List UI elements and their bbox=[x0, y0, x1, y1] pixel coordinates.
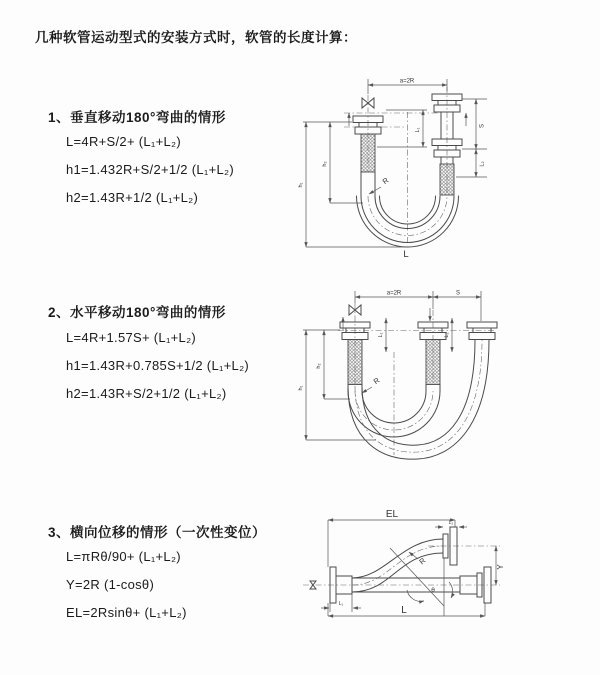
radius-leader bbox=[409, 552, 418, 559]
hose bbox=[348, 340, 489, 460]
braided-hose-section-left bbox=[348, 340, 362, 385]
dim-label-a2r: a=2R bbox=[399, 78, 415, 85]
dimension-lines bbox=[303, 79, 487, 247]
section-1-formula-h1: h1=1.432R+S/2+1/2 (L₁+L₂) bbox=[66, 162, 234, 177]
diagram-1-vertical-bend bbox=[293, 70, 598, 265]
dim-label-L1: L₁ bbox=[415, 127, 421, 133]
page-title: 几种软管运动型式的安装方式时，软管的长度计算： bbox=[35, 30, 357, 45]
dim-label-S: S bbox=[479, 123, 486, 129]
section-3-heading: 3、横向位移的情形（一次性变位） bbox=[48, 525, 267, 540]
angle-reference-line bbox=[390, 548, 444, 606]
diagram-2-horizontal-bend bbox=[293, 283, 600, 463]
angle-arc-right bbox=[449, 582, 453, 598]
section-1-formula-L: L=4R+S/2+ (L₁+L₂) bbox=[66, 134, 181, 149]
dim-label-h2: h₂ bbox=[322, 161, 328, 167]
dimension-lines bbox=[303, 291, 481, 440]
dim-label-L2: L₂ bbox=[479, 161, 486, 167]
centerlines bbox=[303, 546, 500, 585]
section-2-heading: 2、水平移动180°弯曲的情形 bbox=[48, 305, 226, 320]
dim-label-S: S bbox=[455, 290, 461, 297]
dim-label-R: R bbox=[380, 175, 391, 187]
section-3-formula-Y: Y=2R (1-cosθ) bbox=[66, 577, 155, 592]
dim-label-R: R bbox=[371, 375, 382, 387]
dim-label-h1: h₁ bbox=[298, 182, 304, 188]
section-2-formula-h1: h1=1.43R+0.785S+1/2 (L₁+L₂) bbox=[66, 358, 250, 373]
section-2-formula-L: L=4R+1.57S+ (L₁+L₂) bbox=[66, 330, 197, 345]
diagram-3-lateral-displacement bbox=[295, 490, 600, 670]
radius-leader bbox=[362, 387, 372, 393]
dim-label-L: L bbox=[401, 605, 407, 616]
dim-label-h1: h₁ bbox=[298, 385, 304, 391]
braided-hose-section-middle bbox=[426, 340, 440, 385]
dim-label-L1: L₁ bbox=[338, 601, 344, 607]
section-1-heading: 1、垂直移动180°弯曲的情形 bbox=[48, 110, 226, 125]
dim-label-L1: L₁ bbox=[378, 332, 384, 338]
dim-label-h2: h₂ bbox=[316, 363, 322, 369]
dim-label-L: L bbox=[403, 249, 409, 260]
dim-label-R: R bbox=[417, 555, 428, 567]
section-2-formula-h2: h2=1.43R+S/2+1/2 (L₁+L₂) bbox=[66, 386, 227, 401]
braided-hose-section-left bbox=[361, 134, 375, 172]
centerline-anchor-icon bbox=[310, 581, 316, 589]
dim-label-theta: θ bbox=[431, 587, 435, 594]
dim-label-L2: L₂ bbox=[448, 520, 454, 526]
section-3-formula-L: L=πRθ/90+ (L₁+L₂) bbox=[66, 549, 181, 564]
dimension-lines bbox=[321, 520, 496, 616]
section-3-formula-EL: EL=2Rsinθ+ (L₁+L₂) bbox=[66, 605, 187, 620]
dim-label-EL: EL bbox=[385, 509, 399, 520]
dim-label-a2r: a=2R bbox=[386, 290, 402, 297]
dim-label-Y: Y bbox=[496, 564, 505, 570]
section-1-formula-h2: h2=1.43R+1/2 (L₁+L₂) bbox=[66, 190, 199, 205]
braided-hose-section-right bbox=[440, 164, 454, 195]
dim-label-L2: L₂ bbox=[444, 332, 450, 338]
